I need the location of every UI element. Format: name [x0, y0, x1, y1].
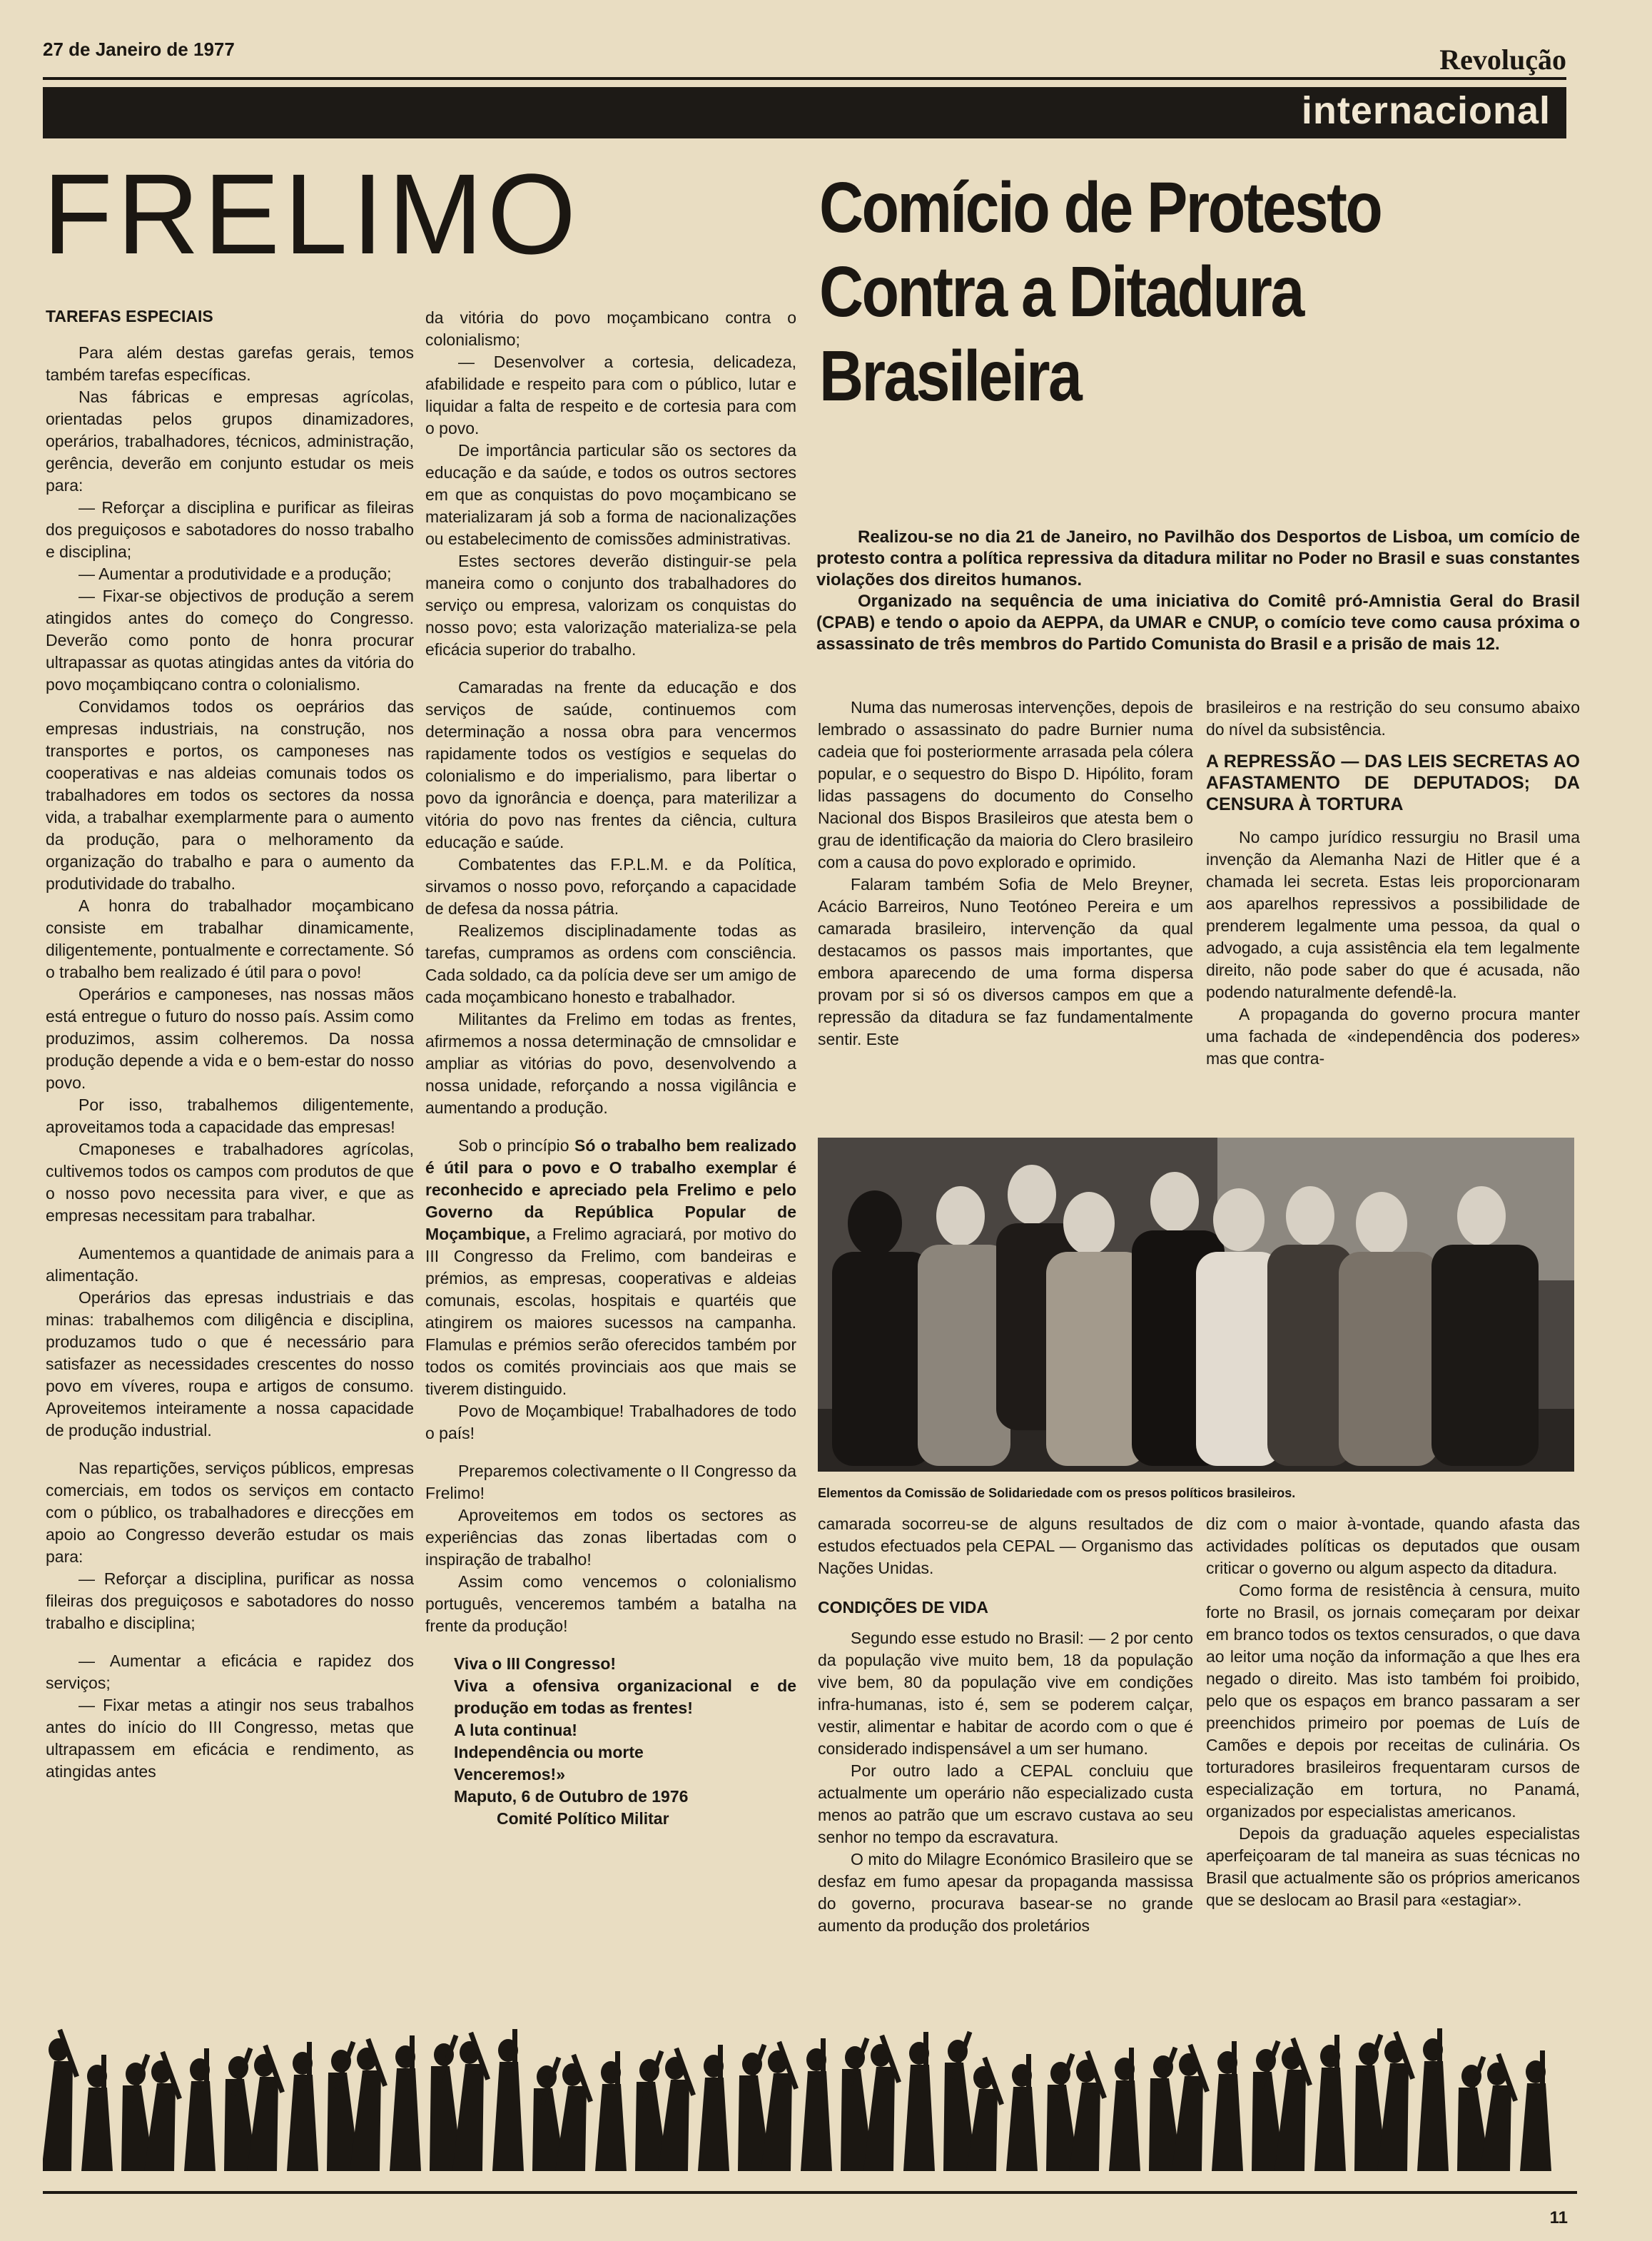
paragraph: Realizemos disciplinadamente todas as tarefas, cumpramos as ordens com consciência. Cada soldado, ca da polícia deve ser um amigo de cada moçambicano honesto e trabalhador. [425, 921, 796, 1006]
brazil-article-title: Comício de Protesto Contra a Ditadura Brasileira [819, 168, 1382, 416]
closing-line: Venceremos!» [454, 1765, 565, 1784]
frieze-svg [43, 2028, 1577, 2191]
group-photo [818, 1138, 1574, 1472]
paragraph: da vitória do povo moçambicano contra o colonialismo; [425, 308, 796, 349]
paragraph: — Aumentar a produtividade e a produção; [78, 565, 392, 583]
brazil-column-1 [818, 697, 1193, 1139]
paragraph: camarada socorreu-se de alguns resultados de estudos efectuados pela CEPAL — Organismo das Nações Unidas. [818, 1514, 1193, 1577]
paragraph: Para além destas garefas gerais, temos também tarefas específicas. [46, 343, 414, 384]
closing-signature: Comité Político Militar [497, 1809, 669, 1828]
text-run: a Frelimo agraciará, por motivo do III Congresso da Frelimo, com bandeiras e prémios, as empresas, cooperativas e aldeias comunais, escolas, hospitais e quartéis que atingirem os maiores sucessos na campanha. Flamulas e prémios serão oferecidos também por todos os comités provinciais aos que mais se tiverem distinguido. [425, 1225, 796, 1398]
frelimo-article-title: FRELIMO [43, 150, 581, 278]
paragraph: Povo de Moçambique! Trabalhadores de todo o país! [425, 1402, 796, 1442]
frelimo-column-1 [46, 307, 414, 2013]
paragraph: Cmaponeses e trabalhadores agrícolas, cultivemos todos os campos com produtos de que o nosso povo necessita para viver, e que as empresas necessitam para trabalhar. [46, 1140, 414, 1225]
paragraph: Aumentemos a quantidade de animais para a alimentação. [46, 1244, 414, 1285]
paragraph: Camaradas na frente da educação e dos serviços de saúde, continuemos com determinação a nossa obra para vencermos rapidamente todos os vestígios e sequelas do colonialismo e do imperialismo, para libertar o povo da ignorância e doença, para materilizar a vitória do povo nas frentes da ciência, cultura educação e saúde. [425, 678, 796, 851]
section-label: internacional [1293, 88, 1559, 137]
section-heading: CONDIÇÕES DE VIDA [818, 1598, 988, 1617]
bold-quote: Só o trabalho bem realizado é útil para o povo e O trabalho exemplar é reconhecido e apreciado pela Frelimo e pelo Governo da República Popular de Moçambique, [425, 1136, 796, 1243]
revolutionary-crowd-frieze-illustration [43, 2028, 1577, 2194]
paragraph: No campo jurídico ressurgiu no Brasil uma invenção da Alemanha Nazi de Hitler que é a chamada lei secreta. Estas leis proporcionaram aos aparelhos repressivos a possibilidade de prenderem legalmente uma pessoa, da qual o advogado, a cuja assistência ela tem legalmente direito, não pode saber do que é acusada, não podendo naturalmente defendê-la. [1206, 828, 1580, 1001]
paragraph: Segundo esse estudo no Brasil: — 2 por cento da população vive muito bem, 18 da população vive bem, 80 da população vive em condições infra-humanas, isto é, sem se poderem calçar, vestir, alimentar e habitar de acordo com o que é considerado indispensável a um ser humano. [818, 1629, 1193, 1758]
closing-line: Viva a ofensiva organizacional e de produção em todas as frentes! [454, 1676, 796, 1717]
paragraph: — Fixar-se objectivos de produção a serem atingidos antes do começo do Congresso. Deverão como ponto de honra procurar ultrapassar as quotas atingidas antes da vitória do povo moçambiqcano contra o colonialismo. [46, 587, 414, 694]
paragraph: O mito do Milagre Económico Brasileiro que se desfaz em fumo apesar da propaganda massissa do governo, procurava basear-se no grande aumento da produção dos proletários [818, 1850, 1193, 1935]
paragraph: Depois da graduação aqueles especialistas aperfeiçoaram de tal maneira as suas técnicas no Brasil que actualmente são os próprios americanos que se deslocam ao Brasil para «estagiar». [1206, 1824, 1580, 1909]
paragraph: De importância particular são os sectores da educação e da saúde, e todos os outros sectores em que as conquistas do povo moçambicano se materializaram já sob a forma de nacionalizações ou estabelecimento de comissões administrativas. [425, 441, 796, 548]
closing-line: Maputo, 6 de Outubro de 1976 [454, 1787, 689, 1806]
group-photo-illustration [818, 1138, 1574, 1472]
paragraph-bold-quote [425, 1135, 796, 1400]
paragraph: diz com o maior à-vontade, quando afasta das actividades políticas os deputados que ousam criticar o governo ou algum aspecto da ditadura. [1206, 1514, 1580, 1577]
paragraph: Como forma de resistência à censura, muito forte no Brasil, os jornais começaram por deixar em branco todos os textos censurados, o que dava ao leitor uma noção da informação a que lhes era negado o direito. Mas isto também foi proibido, pelo que os espaços em branco passaram a ser preenchidos primeiro por poemas de Luís de Camões e depois por receitas de culinária. Os torturadores brasileiros frequentaram cursos de especialização em tortura, no Panamá, organizados por especialistas americanos. [1206, 1581, 1580, 1821]
paragraph: Preparemos colectivamente o II Congresso da Frelimo! [425, 1462, 796, 1502]
closing-line: A luta continua! [454, 1721, 577, 1739]
paragraph: Por isso, trabalhemos diligentemente, aproveitamos toda a capacidade das empresas! [46, 1096, 414, 1136]
issue-date: 27 de Janeiro de 1977 [43, 39, 235, 60]
paragraph: Combatentes das F.P.L.M. e da Política, sirvamos o nosso povo, reforçando a capacidade de defesa da nossa pátria. [425, 855, 796, 918]
paragraph: — Reforçar a disciplina e purificar as fileiras dos preguiçosos e sabotadores do nosso trabalho e disciplina; [46, 498, 414, 561]
paragraph: — Desenvolver a cortesia, delicadeza, afabilidade e respeito para com o público, lutar e liquidar a falta de respeito e de cortesia para com o povo. [425, 353, 796, 437]
paragraph: Nas repartições, serviços públicos, empresas comerciais, em todos os serviços em contacto com o público, os trabalhadores e direcções em apoio ao Congresso deverão estudar os mais para: [46, 1459, 414, 1566]
brazil-lead [816, 527, 1580, 655]
brazil-column-4 [1206, 1513, 1580, 2027]
paragraph: Assim como vencemos o colonialismo português, venceremos também a batalha na frente da produção! [425, 1572, 796, 1635]
paragraph: Operários das epresas industriais e das minas: trabalhemos com diligência e disciplina, produzamos tudo o que é necessário para satisfazer as necessidades crescentes do nosso povo em víveres, roupa e artigos de consumo. Aproveitemos inteiramente a nossa capacidade de produção industrial. [46, 1288, 414, 1440]
paragraph: Militantes da Frelimo em todas as frentes, afirmemos a nossa determinação de cmnsolidar e ampliar as vitórias do povo, desenvolvendo a nossa unidade, reforçando a nossa vigilância e aumentando a produção. [425, 1010, 796, 1117]
paragraph: brasileiros e na restrição do seu consumo abaixo do nível da subsistência. [1206, 698, 1580, 739]
header-rule [43, 77, 1566, 80]
brazil-column-3 [818, 1513, 1193, 2027]
paragraph: A honra do trabalhador moçambicano consiste em trabalhar dinamicamente, diligentemente, pontualmente e correctamente. Só o trabalho bem realizado é útil para o povo! [46, 896, 414, 981]
paragraph: — Reforçar a disciplina, purificar as nossa fileiras dos preguiçosos e sabotadores do nosso trabalho e disciplina; [46, 1569, 414, 1632]
page-number: 11 [1549, 2208, 1568, 2227]
lead-paragraph: Realizou-se no dia 21 de Janeiro, no Pavilhão dos Desportos de Lisboa, um comício de protesto contra a política repressiva da ditadura militar no Poder no Brasil e suas constantes violações dos direitos humanos. [816, 527, 1580, 590]
closing-block [425, 1653, 796, 1830]
paragraph: — Aumentar a eficácia e rapidez dos serviços; [46, 1651, 414, 1692]
photo-caption: Elementos da Comissão de Solidariedade com os presos políticos brasileiros. [818, 1486, 1296, 1500]
paragraph: Aproveitemos em todos os sectores as experiências das zonas libertadas com o inspiração de trabalho! [425, 1506, 796, 1569]
paragraph: Convidamos todos os oeprários das empresas industriais, na construção, nos transportes e portos, os camponeses nas cooperativas e nas aldeias comunais todos os trabalhadores em todos os sectores da nossa vida, a trabalhar exemplarmente para o aumento da produção, para o melhoramento da organização do trabalho e para o aumento da produtividade do trabalho. [46, 697, 414, 893]
paragraph: Nas fábricas e empresas agrícolas, orientadas pelos grupos dinamizadores, operários, trabalhadores, técnicos, administração, gerência, deverão em conjunto estudar os meis para: [46, 388, 414, 495]
closing-line: Viva o III Congresso! [454, 1654, 617, 1673]
brazil-column-2 [1206, 697, 1580, 1139]
paragraph: — Fixar metas a atingir nos seus trabalhos antes do início do III Congresso, metas que ultrapassem em eficácia e rendimento, as atingidas antes [46, 1696, 414, 1781]
paragraph: Falaram também Sofia de Melo Breyner, Acácio Barreiros, Nuno Teotóneo Pereira e um camarada brasileiro, intervenção da qual destacamos os passos mais importantes, que embora aparecendo de uma forma dispersa provam por si só os diversos campos em que a repressão da ditadura se faz fundamentalmente sentir. Este [818, 875, 1193, 1048]
section-heading: TAREFAS ESPECIAIS [46, 307, 213, 325]
lead-paragraph: Organizado na sequência de uma iniciativa do Comitê pró-Amnistia Geral do Brasil (CPAB) e tendo o apoio da AEPPA, da UMAR e CNUP, o comício teve como causa próxima o assassinato de três membros do Partido Comunista do Brasil e a prisão de mais 12. [816, 592, 1580, 654]
paragraph: A propaganda do governo procura manter uma fachada de «independência dos poderes» mas que contra- [1206, 1005, 1580, 1068]
section-heading: A REPRESSÃO — DAS LEIS SECRETAS AO AFASTAMENTO DE DEPUTADOS; DA CENSURA À TORTURA [1206, 752, 1580, 814]
text-run: Sob o princípio [458, 1136, 575, 1155]
frelimo-column-2 [425, 307, 796, 2020]
paragraph: Por outro lado a CEPAL concluiu que actualmente um operário não especializado custa menos ao patrão que um escravo custava ao seu senhor no tempo da escravatura. [818, 1761, 1193, 1846]
paragraph: Numa das numerosas intervenções, depois de lembrado o assassinato do padre Burnier numa cadeia que foi posteriormente arrasada pela cólera popular, e o sequestro do Bispo D. Hipólito, foram lidas passagens do documento do Conselho Nacional dos Bispos Brasileiros que atesta bem o grau de identificação da maioria do Clero brasileiro com a causa do povo explorado e oprimido. [818, 698, 1193, 871]
paragraph: Operários e camponeses, nas nossas mãos está entregue o futuro do nosso país. Assim como produzimos, assim colheremos. Da nossa produção depende a vida e o bem-estar do nosso povo. [46, 985, 414, 1092]
closing-line: Independência ou morte [454, 1743, 644, 1761]
newspaper-masthead: Revolução [1439, 44, 1566, 76]
paragraph: Estes sectores deverão distinguir-se pela maneira como o conjunto dos trabalhadores do serviço ou empresa, valorizam os conquistas do nosso povo; esta valorização materializa-se pela eficácia superior do trabalho. [425, 552, 796, 659]
